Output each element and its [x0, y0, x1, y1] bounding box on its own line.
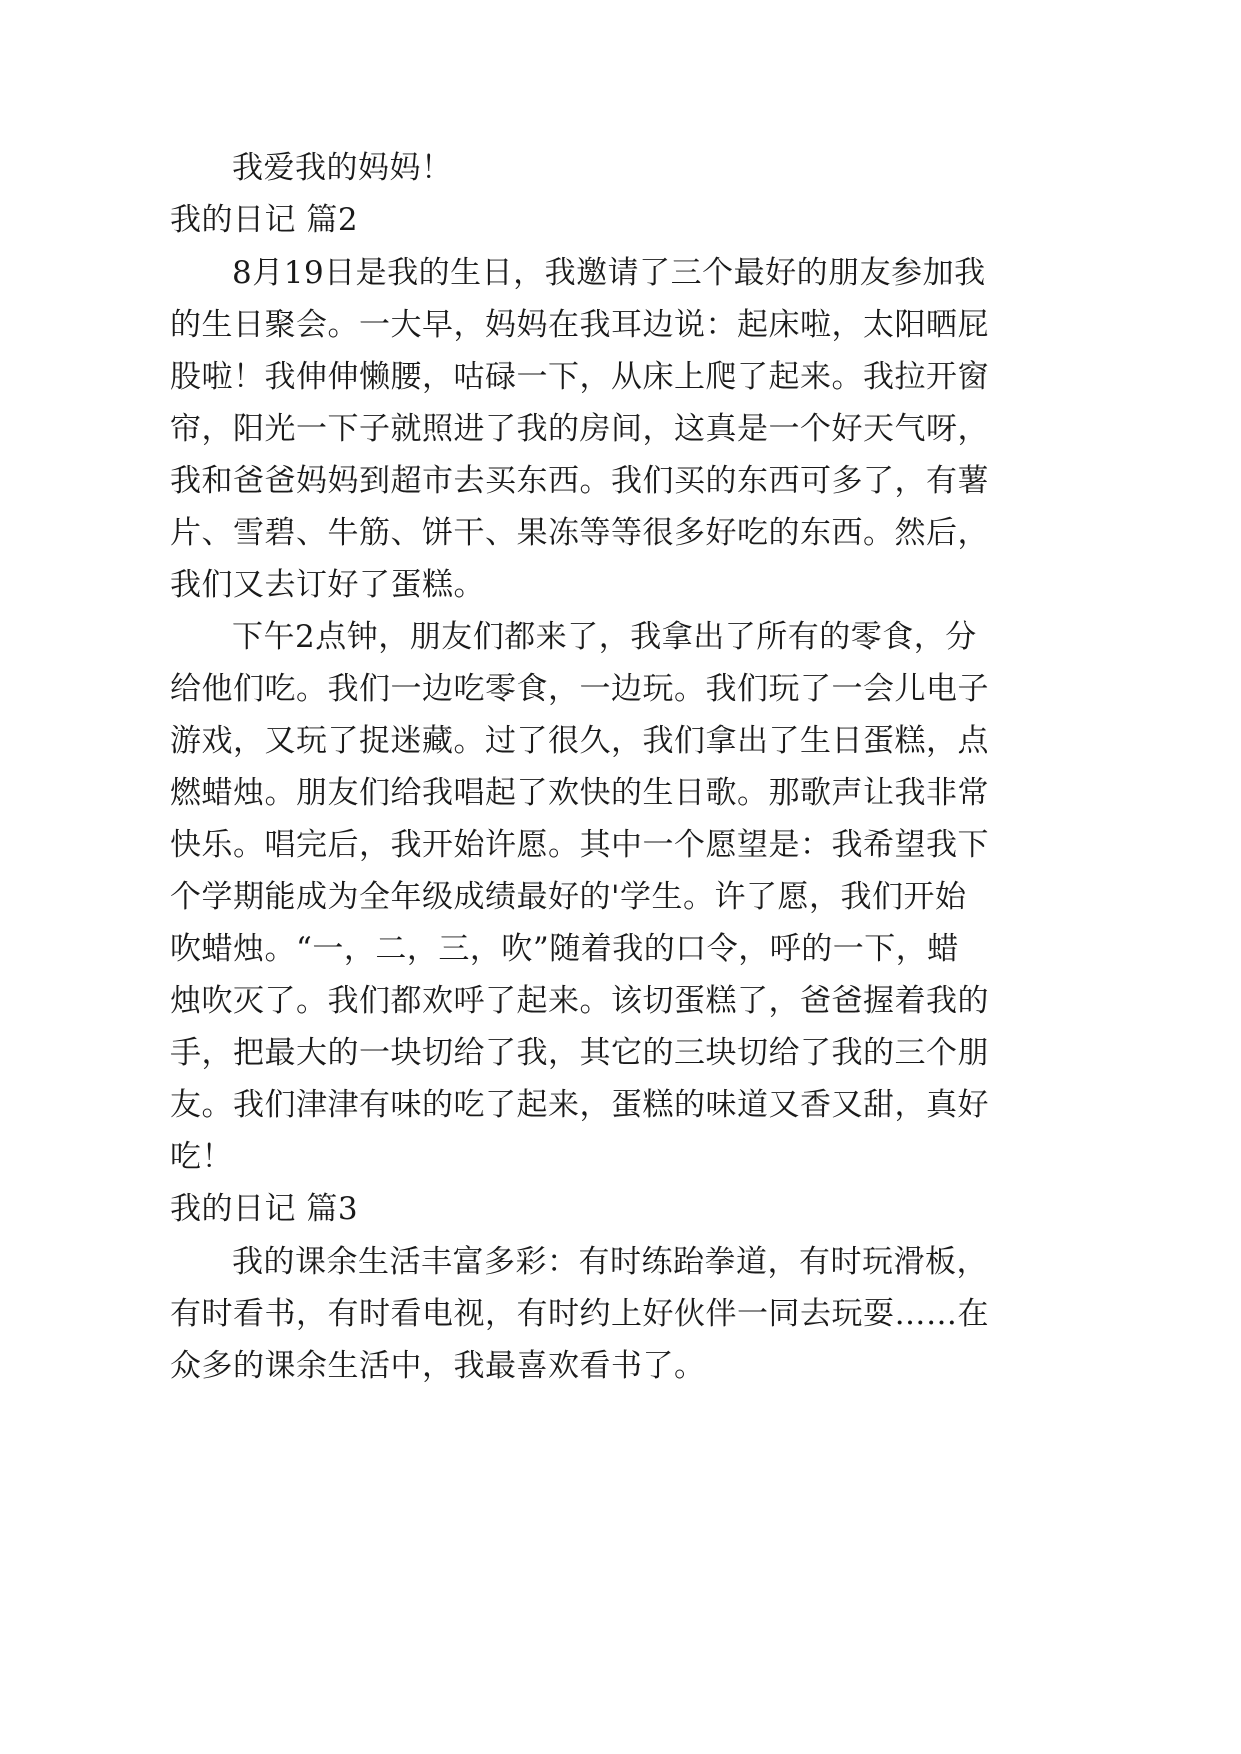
section-heading-3: 我的日记 篇3 — [170, 1191, 359, 1227]
paragraph-line: 快乐。唱完后，我开始许愿。其中一个愿望是：我希望我下 — [170, 827, 989, 863]
paragraph-line: 手，把最大的一块切给了我，其它的三块切给了我的三个朋 — [170, 1035, 989, 1071]
paragraph-line: 的生日聚会。一大早，妈妈在我耳边说：起床啦，太阳晒屁 — [170, 307, 989, 343]
paragraph-line: 股啦！我伸伸懒腰，咕碌一下，从床上爬了起来。我拉开窗 — [170, 359, 989, 395]
paragraph-line: 吃！ — [170, 1139, 233, 1175]
paragraph-line: 8月19日是我的生日，我邀请了三个最好的朋友参加我 — [232, 255, 986, 291]
section-heading-2: 我的日记 篇2 — [170, 202, 359, 238]
paragraph-line: 给他们吃。我们一边吃零食，一边玩。我们玩了一会儿电子 — [170, 671, 989, 707]
paragraph-line: 我们又去订好了蛋糕。 — [170, 567, 485, 603]
paragraph-line: 我的课余生活丰富多彩：有时练跆拳道，有时玩滑板， — [232, 1244, 988, 1280]
paragraph-line: 下午2点钟，朋友们都来了，我拿出了所有的零食，分 — [232, 619, 977, 655]
paragraph-line: 友。我们津津有味的吃了起来，蛋糕的味道又香又甜，真好 — [170, 1087, 989, 1123]
paragraph-line: 燃蜡烛。朋友们给我唱起了欢快的生日歌。那歌声让我非常 — [170, 775, 989, 811]
paragraph-line: 帘，阳光一下子就照进了我的房间，这真是一个好天气呀， — [170, 411, 989, 447]
paragraph-line: 吹蜡烛。“一，二，三，吹”随着我的口令，呼的一下，蜡 — [170, 931, 959, 967]
paragraph-line: 烛吹灭了。我们都欢呼了起来。该切蛋糕了，爸爸握着我的 — [170, 983, 989, 1019]
paragraph-line: 游戏，又玩了捉迷藏。过了很久，我们拿出了生日蛋糕，点 — [170, 723, 989, 759]
paragraph-line: 我和爸爸妈妈到超市去买东西。我们买的东西可多了，有薯 — [170, 463, 989, 499]
paragraph-line: 众多的课余生活中，我最喜欢看书了。 — [170, 1348, 706, 1384]
paragraph-line: 有时看书，有时看电视，有时约上好伙伴一同去玩耍……在 — [170, 1296, 989, 1332]
paragraph-line: 片、雪碧、牛筋、饼干、果冻等等很多好吃的东西。然后， — [170, 515, 989, 551]
closing-line: 我爱我的妈妈！ — [232, 150, 453, 186]
paragraph-line: 个学期能成为全年级成绩最好的'学生。许了愿，我们开始 — [170, 879, 967, 915]
